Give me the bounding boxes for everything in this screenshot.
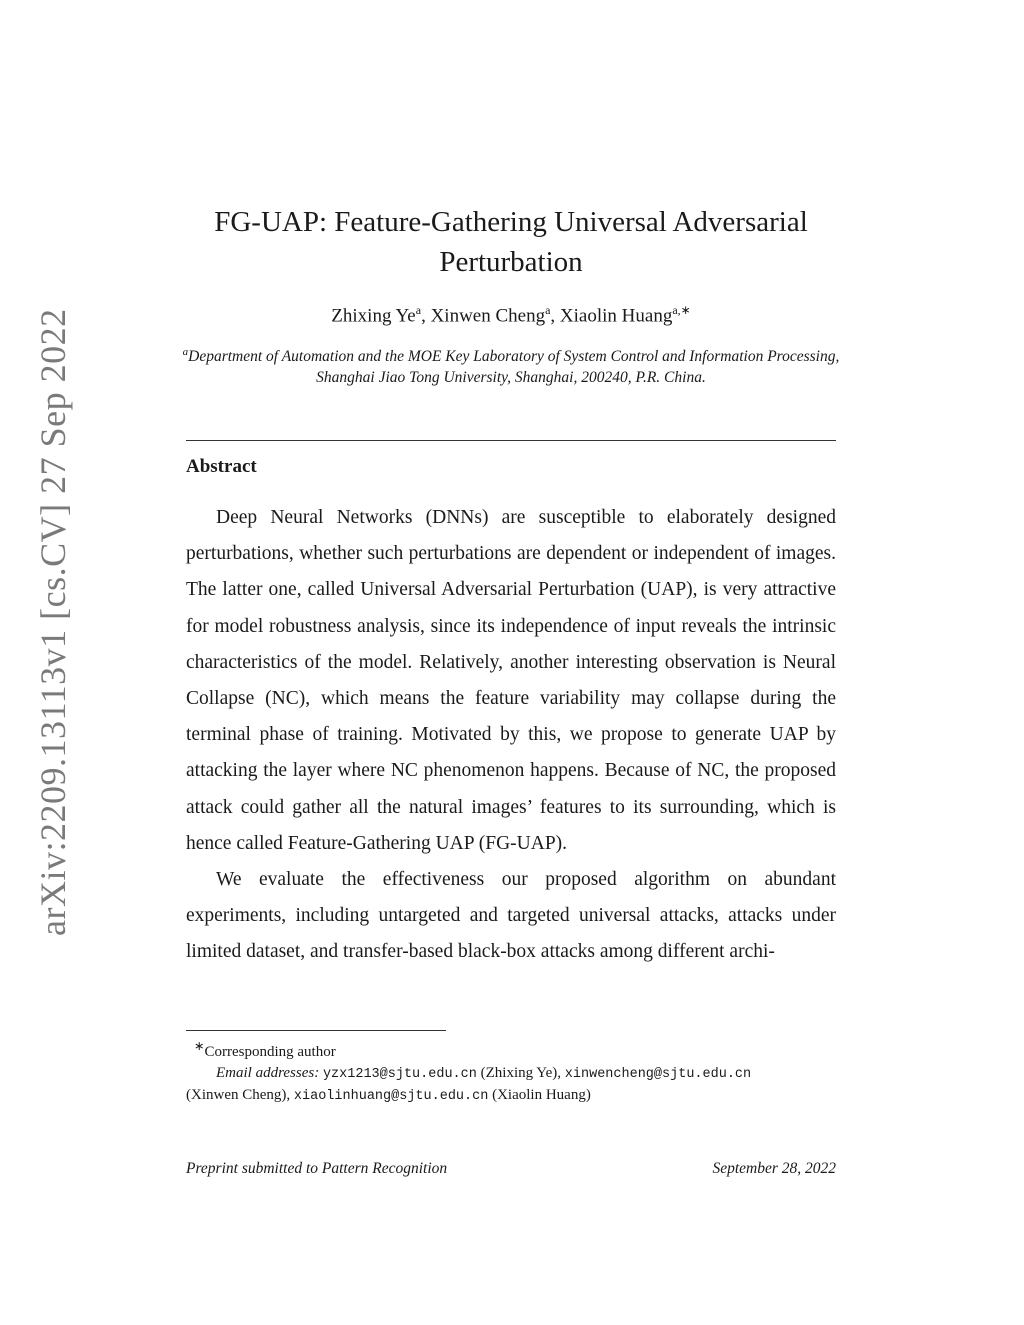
author-list xyxy=(186,303,836,327)
footnote-divider xyxy=(186,1030,446,1031)
corresponding-author-text: Corresponding author xyxy=(204,1044,336,1060)
author-separator: , xyxy=(550,305,560,327)
email-note: Email addresses: yzx1213@sjtu.edu.cn (Zhixing Ye), xinwencheng@sjtu.edu.cn (Xinwen Cheng), xiaolinhuang@sjtu.edu.cn (Xiaolin Huang) xyxy=(186,1065,752,1104)
paper-title: FG-UAP: Feature-Gathering Universal Adversarial Perturbation xyxy=(214,206,808,278)
author-affiliation-mark: a,∗ xyxy=(672,303,691,317)
email-owner: (Xinwen Cheng) xyxy=(186,1087,287,1103)
header-divider xyxy=(186,440,836,441)
abstract-body xyxy=(186,500,836,971)
email-label: Email addresses: xyxy=(216,1065,320,1081)
author-name: Xinwen Cheng xyxy=(430,305,546,327)
author-name: Zhixing Ye xyxy=(331,305,416,327)
arxiv-identifier-stamp: arXiv:2209.13113v1 [cs.CV] 27 Sep 2022 xyxy=(33,308,73,936)
author-separator: , xyxy=(421,305,431,327)
preprint-note: Preprint submitted to Pattern Recognition xyxy=(186,1160,448,1177)
author-name: Xiaolin Huang xyxy=(559,305,673,327)
affiliation xyxy=(170,342,852,388)
abstract-paragraph: Deep Neural Networks (DNNs) are susceptible to elaborately designed perturbations, whether such perturbations are dependent or independent of images. The latter one, called Universal Adversarial Perturbation (UAP), is very attractive for model robustness analysis, since its independence of input reveals the intrinsic characteristics of the model. Relatively, another interesting observation is Neural Collapse (NC), which means the feature variability may collapse during the terminal phase of training. Motivated by this, we propose to generate UAP by attacking the layer where NC phenomenon happens. Because of NC, the proposed attack could gather all the natural images’ features to its surrounding, which is hence called Feature-Gathering UAP (FG-UAP). xyxy=(186,507,836,854)
affiliation-mark: a xyxy=(182,346,189,358)
preprint-date: September 28, 2022 xyxy=(712,1160,836,1177)
abstract-heading: Abstract xyxy=(186,456,257,477)
email-link[interactable]: xinwencheng@sjtu.edu.cn xyxy=(564,1067,752,1082)
email-owner: (Zhixing Ye) xyxy=(480,1065,558,1081)
footnote-mark: ∗ xyxy=(194,1039,205,1053)
email-link[interactable]: yzx1213@sjtu.edu.cn xyxy=(322,1067,477,1082)
email-link[interactable]: xiaolinhuang@sjtu.edu.cn xyxy=(293,1089,489,1104)
author-affiliation-mark: a xyxy=(415,303,422,317)
abstract-paragraph: We evaluate the effectiveness our proposed algorithm on abundant experiments, including untargeted and targeted universal attacks, attacks under limited dataset, and transfer-based black-box attacks among different archi- xyxy=(186,869,836,963)
affiliation-text: Department of Automation and the MOE Key Laboratory of System Control and Information Processing, Shanghai Jiao Tong University, Shanghai, 200240, P.R. China. xyxy=(188,348,840,387)
corresponding-author-note xyxy=(186,1036,836,1063)
email-owner: (Xiaolin Huang) xyxy=(492,1087,591,1103)
footnotes xyxy=(186,1036,836,1107)
author-affiliation-mark: a xyxy=(545,303,551,317)
